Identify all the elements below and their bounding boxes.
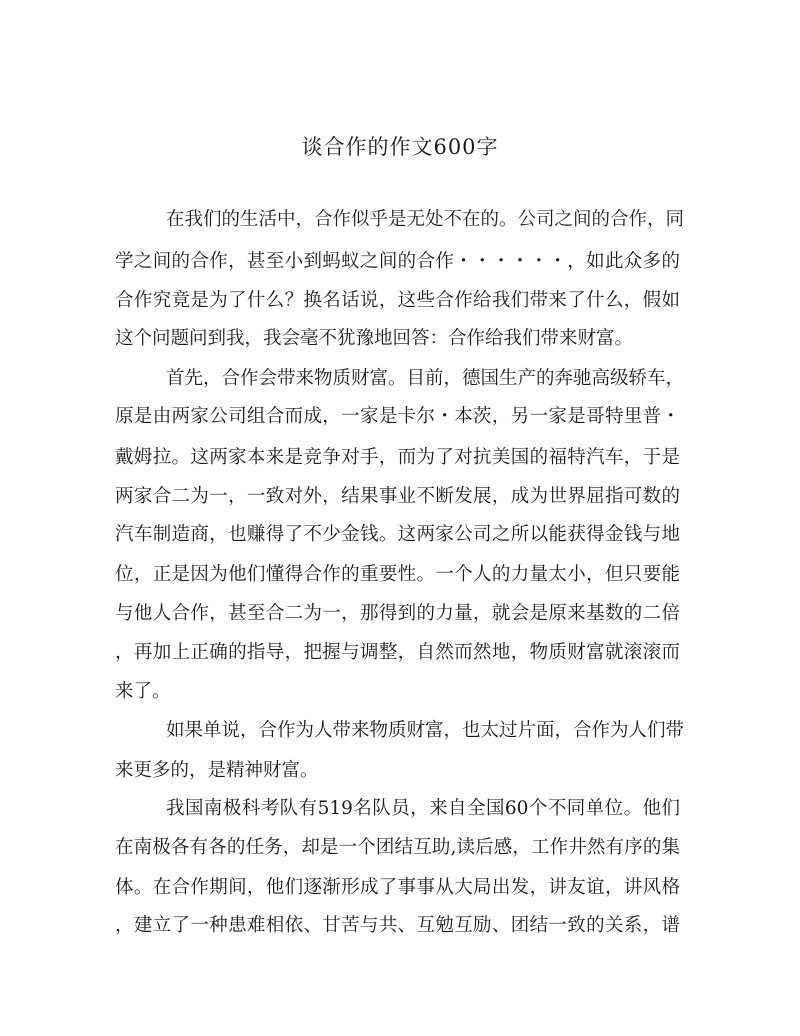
text-line: 位，正是因为他们懂得合作的重要性。一个人的力量太小，但只要能 xyxy=(115,564,680,585)
text-line: 学之间的合作，甚至小到蚂蚁之间的合作・・・・・・，如此众多的 xyxy=(115,251,680,272)
text-line: 来更多的，是精神财富。 xyxy=(115,760,319,781)
text-line: 来了。 xyxy=(115,681,171,702)
text-line: 两家合二为一，一致对外，结果事业不断发展，成为世界屈指可数的 xyxy=(115,486,680,507)
text-line: 首先，合作会带来物质财富。目前，德国生产的奔驰高级轿车， xyxy=(166,368,685,389)
text-line: 原是由两家公司组合而成，一家是卡尔・本茨，另一家是哥特里普・ xyxy=(115,406,680,427)
text-line: 与他人合作，甚至合二为一，那得到的力量，就会是原来基数的二倍 xyxy=(115,603,680,624)
text-line: 汽车制造商，也赚得了不少金钱。这两家公司之所以能获得金钱与地 xyxy=(115,524,680,545)
text-line: 戴姆拉。这两家本来是竞争对手，而为了对抗美国的福特汽车，于是 xyxy=(115,447,680,468)
text-line: 在我们的生活中，合作似乎是无处不在的。公司之间的合作，同 xyxy=(166,209,685,230)
text-line: 如果单说，合作为人带来物质财富，也太过片面，合作为人们带 xyxy=(166,720,685,741)
text-line: ，再加上正确的指导，把握与调整，自然而然地，物质财富就滚滚而 xyxy=(115,642,680,663)
text-line: 合作究竟是为了什么？换名话说，这些合作给我们带来了什么，假如 xyxy=(115,290,680,311)
text-line: 我国南极科考队有519名队员，来自全国60个不同单位。他们 xyxy=(166,798,680,819)
text-line: ，建立了一种患难相依、甘苦与共、互勉互励、团结一致的关系，谱 xyxy=(115,915,680,936)
text-line: 体。在合作期间，他们逐渐形成了事事从大局出发，讲友谊，讲风格 xyxy=(115,877,680,898)
page-title: 谈合作的作文600字 xyxy=(301,135,499,159)
text-line: 这个问题问到我，我会毫不犹豫地回答：合作给我们带来财富。 xyxy=(115,328,634,349)
text-line: 在南极各有各的任务，却是一个团结互助,读后感，工作井然有序的集 xyxy=(115,837,680,858)
